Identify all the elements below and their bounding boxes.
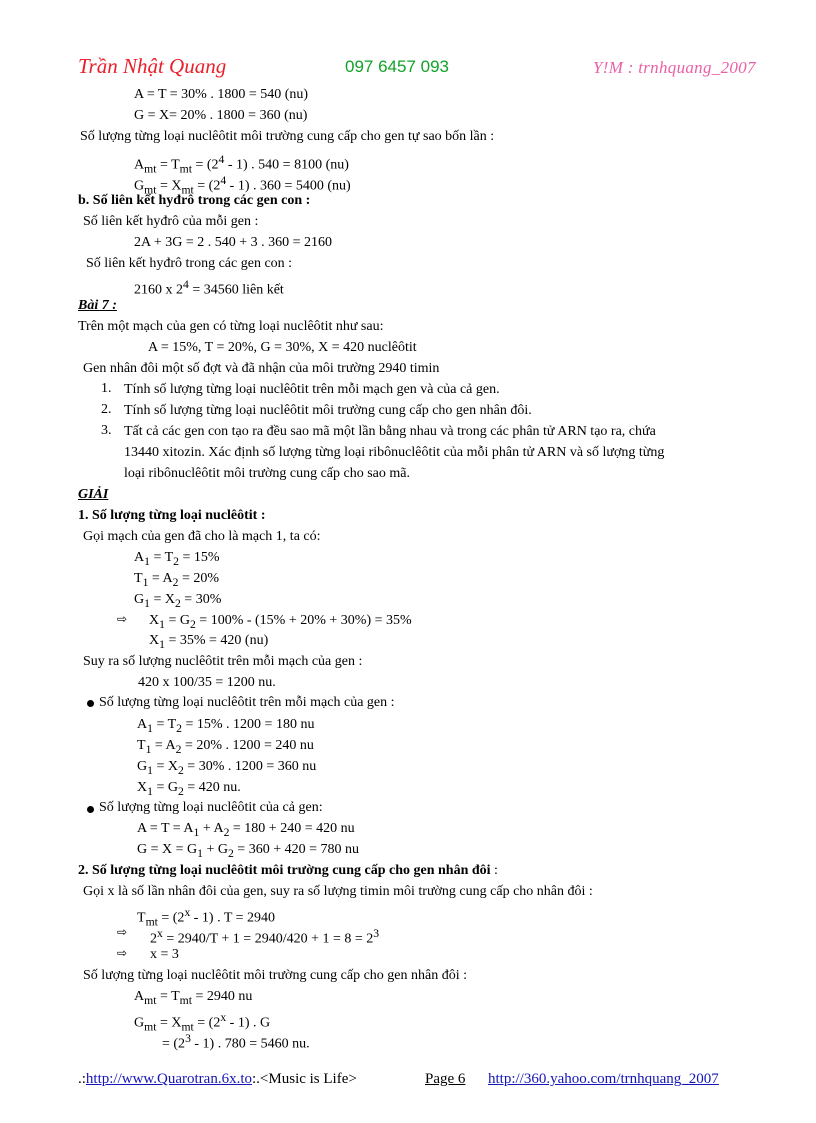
formula-line: $T_1 = A_2 = 20\%$ (134, 571, 220, 589)
formula-line: $G_1 = X_2 = 30\%$ (134, 592, 222, 610)
footer-prefix: .: (78, 1071, 86, 1087)
bullet-icon (87, 700, 94, 707)
right-arrow-icon: ⇨ (117, 612, 128, 626)
formula-line: $X_1 = G_2 = 420$ nu. (137, 780, 241, 798)
list-item: loại ribônuclêôtit môi trường cung cấp cho sao mã. (124, 466, 410, 481)
text-line: Số lượng từng loại nuclêôtit của cả gen: (99, 800, 323, 815)
list-item: Tính số lượng từng loại nuclêôtit trên mỗi mạch gen và của cả gen. (124, 382, 500, 397)
bullet-icon (87, 806, 94, 813)
formula-line: $G = X = G_1 + G_2 = 360 + 420 = 780$ nu (137, 842, 359, 860)
text-line: Gen nhân đôi một số đợt và đã nhận của môi trường 2940 timin (83, 361, 440, 376)
formula-line: $X_1 = 35\% = 420$ (nu) (149, 633, 269, 651)
text-line: Trên một mạch của gen có từng loại nuclêôtit như sau: (78, 319, 384, 334)
list-number: 3. (101, 423, 112, 438)
formula-line: $G_1 = X_2 = 30\%$ . 1200 = 360 nu (137, 759, 317, 777)
text-line: Số liên kết hyđrô của mỗi gen : (83, 214, 259, 229)
formula-line: $2^x = 2940/T + 1 = 2940/420 + 1 = 8 = 2^3$ (150, 927, 380, 947)
page-number: Page 6 (425, 1071, 466, 1087)
text-line: 2A + 3G = 2 . 540 + 3 . 360 = 2160 (134, 235, 333, 250)
text-line: Gọi mạch của gen đã cho là mạch 1, ta có: (83, 529, 321, 544)
text-line: x = 3 (150, 947, 179, 962)
footer-link-yahoo[interactable]: http://360.yahoo.com/trnhquang_2007 (488, 1071, 719, 1087)
section-heading: b. Số liên kết hyđrô trong các gen con : (78, 193, 311, 208)
text-line: Gọi x là số lần nhân đôi của gen, suy ra số lượng timin môi trường cung cấp cho nhân đôi : (83, 884, 593, 899)
header-yim: Y!M : trnhquang_2007 (593, 58, 756, 77)
right-arrow-icon: ⇨ (117, 925, 128, 939)
formula-line: $T_1 = A_2 = 20\%$ . 1200 = 240 nu (137, 738, 314, 756)
formula-line: $A_{mt} = T_{mt} = 2940$ nu (134, 989, 253, 1007)
text-line: A = T = 30% . 1800 = 540 (nu) (134, 87, 309, 102)
list-item: Tính số lượng từng loại nuclêôtit môi trường cung cấp cho gen nhân đôi. (124, 403, 532, 418)
footer (78, 1071, 357, 1088)
formula-line: $X_1 = G_2 = 100\% - (15\% + 20\% + 30\%) = 35\%$ (149, 613, 412, 631)
header-author: Trần Nhật Quang (78, 54, 227, 78)
exercise-title: Bài 7 : (78, 298, 117, 313)
formula-line: $A_{mt} = T_{mt} = (2^4 - 1)$ . 540 = 8100 (nu) (134, 153, 349, 176)
text-line: Suy ra số lượng nuclêôtit trên mỗi mạch của gen : (83, 654, 363, 669)
formula-line: $G_{mt} = X_{mt} = (2^4 - 1)$ . 360 = 5400 (nu) (134, 174, 351, 197)
footer-music: :.<Music is Life> (252, 1071, 357, 1087)
formula-line: $A_1 = T_2 = 15\%$ . 1200 = 180 nu (137, 717, 315, 735)
section-heading: 1. Số lượng từng loại nuclêôtit : (78, 508, 266, 523)
text-line: Số lượng từng loại nuclêôtit môi trường cung cấp cho gen nhân đôi : (83, 968, 468, 983)
list-number: 2. (101, 402, 112, 417)
formula-line: 2160 x $2^4 = 34560$ liên kết (134, 278, 284, 298)
list-item: 13440 xitozin. Xác định số lượng từng loại ribônuclêôtit của mỗi phân tử ARN và số lượng từng (124, 445, 665, 460)
text-line: Số liên kết hyđrô trong các gen con : (86, 256, 293, 271)
header-phone: 097 6457 093 (345, 57, 449, 76)
text-line: A = 15%, T = 20%, G = 30%, X = 420 nuclêôtit (148, 340, 417, 355)
list-number: 1. (101, 381, 112, 396)
list-item: Tất cả các gen con tạo ra đều sao mã một lần bằng nhau và trong các phân tử ARN tạo ra, chứa (124, 424, 656, 439)
text-line: 420 x 100/35 = 1200 nu. (138, 675, 276, 690)
section-heading: 2. Số lượng từng loại nuclêôtit môi trường cung cấp cho gen nhân đôi : (78, 863, 498, 878)
formula-line: $A = T = A_1 + A_2 = 180 + 240 = 420$ nu (137, 821, 355, 839)
right-arrow-icon: ⇨ (117, 946, 128, 960)
text-line: G = X= 20% . 1800 = 360 (nu) (134, 108, 308, 123)
formula-line: $A_1 = T_2 = 15\%$ (134, 550, 220, 568)
formula-line: $T_{mt} = (2^x - 1)$ . T = 2940 (137, 906, 276, 929)
text-line: Số lượng từng loại nuclêôtit trên mỗi mạch của gen : (99, 695, 395, 710)
footer-link-quarotran[interactable]: http://www.Quarotran.6x.to (85, 1071, 253, 1087)
text-line: Số lượng từng loại nuclêôtit môi trường cung cấp cho gen tự sao bốn lần : (80, 129, 495, 144)
formula-line: $G_{mt} = X_{mt} = (2^x - 1)$ . G (134, 1011, 271, 1034)
solution-title: GIẢI (78, 487, 109, 502)
formula-line: = $(2^3 - 1)$ . 780 = 5460 nu. (162, 1032, 310, 1052)
